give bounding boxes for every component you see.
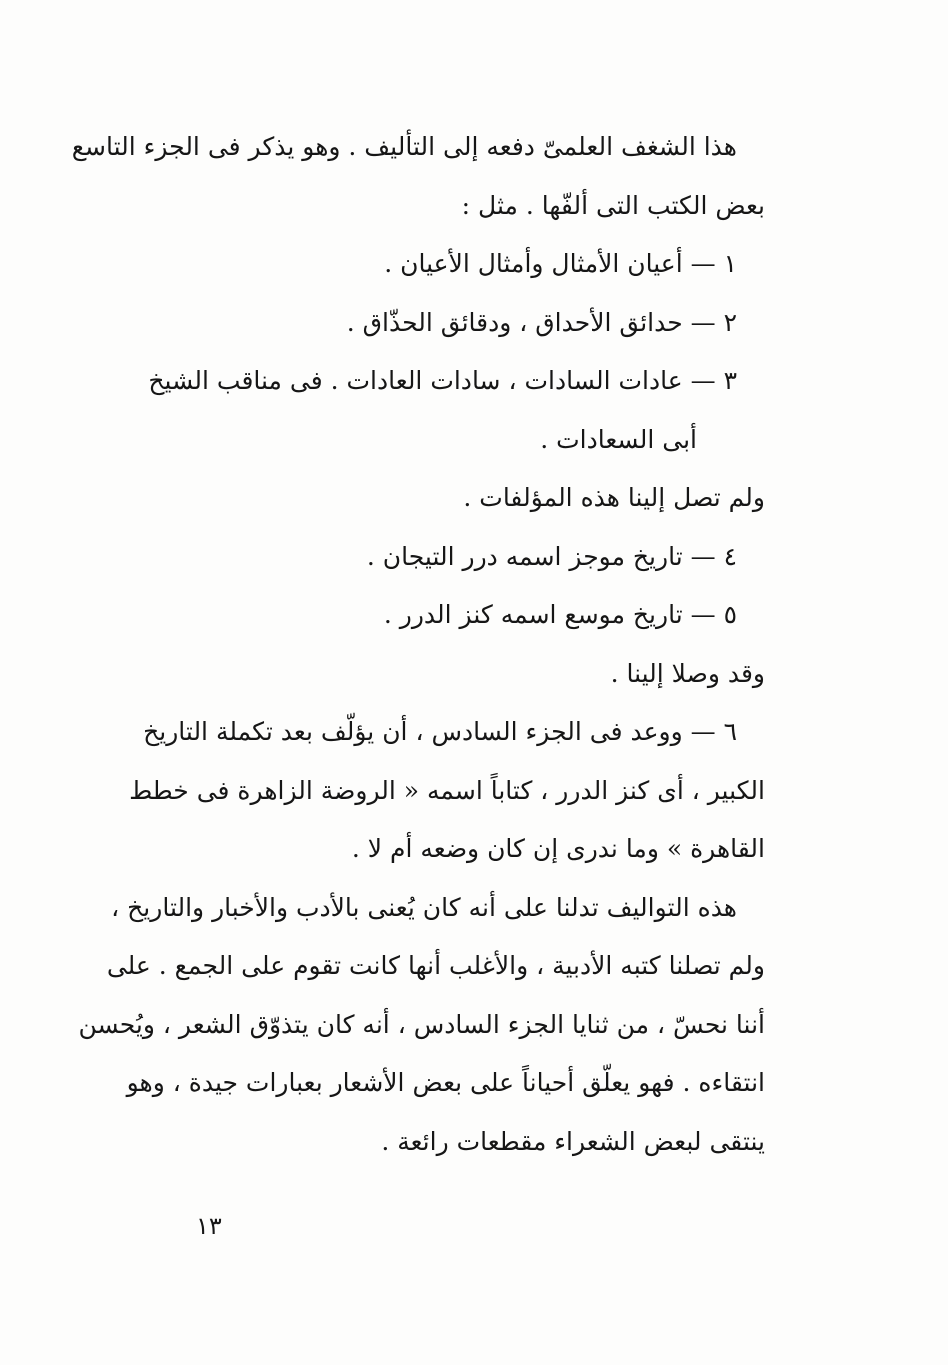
list-item: ٢ — حدائق الأحداق ، ودقائق الحذّاق . (346, 307, 737, 337)
text-line: بعض الكتب التى ألفّها . مثل : (461, 190, 765, 220)
text-line: أبى السعادات . (540, 424, 697, 454)
body-text (71, 118, 765, 1171)
text-line: القاهرة » وما ندرى إن كان وضعه أم لا . (351, 834, 765, 863)
list-item: ٥ — تاريخ موسع اسمه كنز الدرر . (383, 600, 737, 629)
text-line: هذا الشغف العلمىّ دفعه إلى التأليف . وهو يذكر فى الجزء التاسع (71, 132, 737, 161)
text-line: انتقاءه . فهو يعلّق أحياناً على بعض الأشعار بعبارات جيدة ، وهو (126, 1068, 765, 1097)
text-line: أننا نحسّ ، من ثنايا الجزء السادس ، أنه كان يتذوّق الشعر ، ويُحسن (78, 1009, 765, 1039)
text-line: هذه التواليف تدلنا على أنه كان يُعنى بالأدب والأخبار والتاريخ ، (111, 892, 737, 922)
text-line: ولم تصلنا كتبه الأدبية ، والأغلب أنها كانت تقوم على الجمع . على (106, 951, 765, 980)
text-line: الكبير ، أى كنز الدرر ، كتاباً اسمه « الروضة الزاهرة فى خطط (129, 775, 765, 805)
list-item: ٦ — ووعد فى الجزء السادس ، أن يؤلّف بعد تكملة التاريخ (143, 717, 737, 746)
text-line: وقد وصلا إلينا . (610, 658, 765, 688)
list-item: ٤ — تاريخ موجز اسمه درر التيجان . (366, 541, 737, 571)
list-item: ١ — أعيان الأمثال وأمثال الأعيان . (384, 249, 737, 278)
page-number: ١٣ (196, 1212, 222, 1240)
list-item: ٣ — عادات السادات ، سادات العادات . فى مناقب الشيخ (148, 366, 737, 395)
text-line: ينتقى لبعض الشعراء مقطعات رائعة . (381, 1126, 765, 1156)
text-line: ولم تصل إلينا هذه المؤلفات . (463, 483, 765, 512)
